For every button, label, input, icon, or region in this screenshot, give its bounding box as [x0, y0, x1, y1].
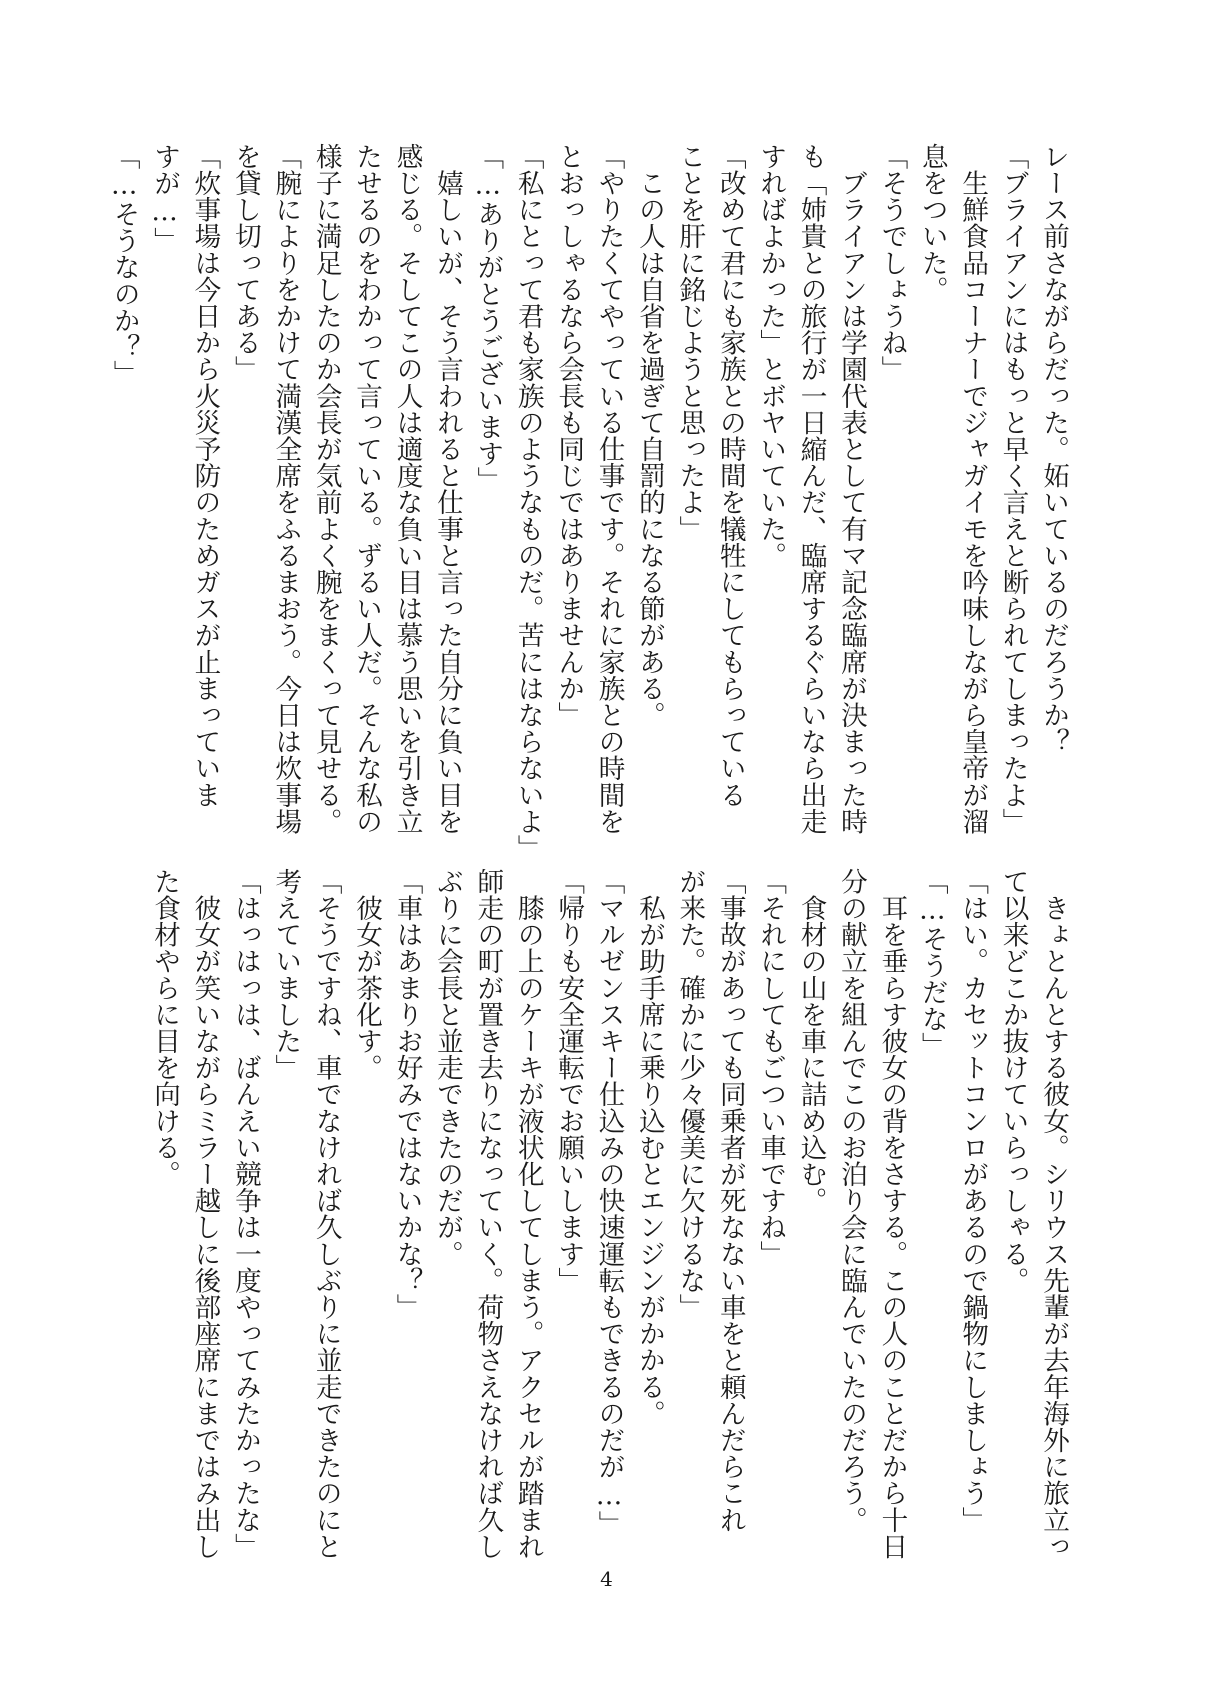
- text-line: 「そうですね、車でなければ久しぶりに並走できたのにと: [310, 868, 342, 1560]
- text-line: 「…そうだな」: [916, 868, 948, 1059]
- text-line: 「それにしてもごつい車ですね」: [755, 868, 787, 1267]
- text-line: が来た。確かに少々優美に欠けるな」: [674, 868, 706, 1321]
- text-line: て以来どこか抜けていらっしゃる。: [997, 868, 1029, 1294]
- text-line: 嬉しいが、そう言われると仕事と言った自分に負い目を: [431, 143, 463, 835]
- text-line: すればよかった」とボヤいていた。: [755, 143, 787, 569]
- text-line: 「やりたくてやっている仕事です。それに家族との時間を: [593, 143, 625, 835]
- text-line: 考えていました」: [270, 868, 302, 1081]
- text-line: 師走の町が置き去りになっていく。荷物さえなければ久し: [472, 868, 504, 1560]
- text-line: 「そうでしょうね」: [876, 143, 908, 383]
- text-line: 膝の上のケーキが液状化してしまう。アクセルが踏まれ: [512, 868, 544, 1560]
- lower-text-block: [144, 868, 1073, 1560]
- text-line: 様子に満足したのか会長が気前よく腕をまくって見せる。: [310, 143, 342, 835]
- text-line: 耳を垂らす彼女の背をさする。この人のことだから十日: [876, 868, 908, 1560]
- text-line: 分の献立を組んでこのお泊り会に臨んでいたのだろう。: [835, 868, 867, 1533]
- text-line: 「事故があっても同乗者が死なない車をと頼んだらこれ: [714, 868, 746, 1533]
- text-line: 生鮮食品コーナーでジャガイモを吟味しながら皇帝が溜: [957, 143, 989, 835]
- text-line: ブライアンは学園代表として有マ記念臨席が決まった時: [835, 143, 867, 835]
- text-line: 「私にとって君も家族のようなものだ。苦にはならないよ」: [512, 143, 544, 862]
- text-line: 「…ありがとうございます」: [472, 143, 504, 494]
- text-line: 彼女が笑いながらミラー越しに後部座席にまではみ出し: [189, 868, 221, 1560]
- text-line: すが…」: [149, 143, 181, 254]
- text-line: た食材やらに目を向ける。: [149, 868, 181, 1188]
- text-line: 「はっはっは、ばんえい競争は一度やってみたかったな」: [229, 868, 261, 1560]
- text-line: ぶりに会長と並走できたのだが。: [431, 868, 463, 1267]
- text-line: 息をついた。: [916, 143, 948, 303]
- page-number: 4: [600, 1567, 613, 1591]
- text-line: レース前さながらだった。妬いているのだろうか？: [1038, 143, 1069, 755]
- text-line: 感じる。そしてこの人は適度な負い目は慕う思いを引き立: [391, 143, 423, 835]
- text-line: 「はい。カセットコンロがあるので鍋物にしましょう」: [957, 868, 989, 1533]
- text-line: を貸し切ってある」: [229, 143, 261, 383]
- text-line: きょとんとする彼女。シリウス先輩が去年海外に旅立っ: [1038, 868, 1069, 1560]
- upper-text-block: [103, 143, 1073, 862]
- text-line: この人は自省を過ぎて自罰的になる節がある。: [633, 143, 665, 729]
- text-line: 「…そうなのか？」: [108, 143, 140, 387]
- text-line: とおっしゃるなら会長も同じではありませんか」: [553, 143, 585, 729]
- text-line: 私が助手席に乗り込むとエンジンがかかる。: [633, 868, 665, 1427]
- text-line: も「姉貴との旅行が一日縮んだ、臨席するぐらいなら出走: [795, 143, 827, 835]
- text-line: 彼女が茶化す。: [351, 868, 383, 1081]
- text-line: ことを肝に銘じようと思ったよ」: [674, 143, 706, 542]
- text-line: 「ブライアンにはもっと早く言えと断られてしまったよ」: [997, 143, 1029, 835]
- text-line: 「帰りも安全運転でお願いします」: [553, 868, 585, 1294]
- text-line: 「マルゼンスキー仕込みの快速運転もできるのだが…」: [593, 868, 625, 1538]
- text-line: 「腕によりをかけて満漢全席をふるまおう。今日は炊事場: [270, 143, 302, 835]
- text-line: 食材の山を車に詰め込む。: [795, 868, 827, 1214]
- text-line: たせるのをわかって言っている。ずるい人だ。そんな私の: [351, 143, 383, 835]
- text-line: 「車はあまりお好みではないかな？」: [391, 868, 423, 1321]
- text-line: 「炊事場は今日から火災予防のためガスが止まっていま: [189, 143, 221, 808]
- text-line: 「改めて君にも家族との時間を犠牲にしてもらっている: [714, 143, 746, 808]
